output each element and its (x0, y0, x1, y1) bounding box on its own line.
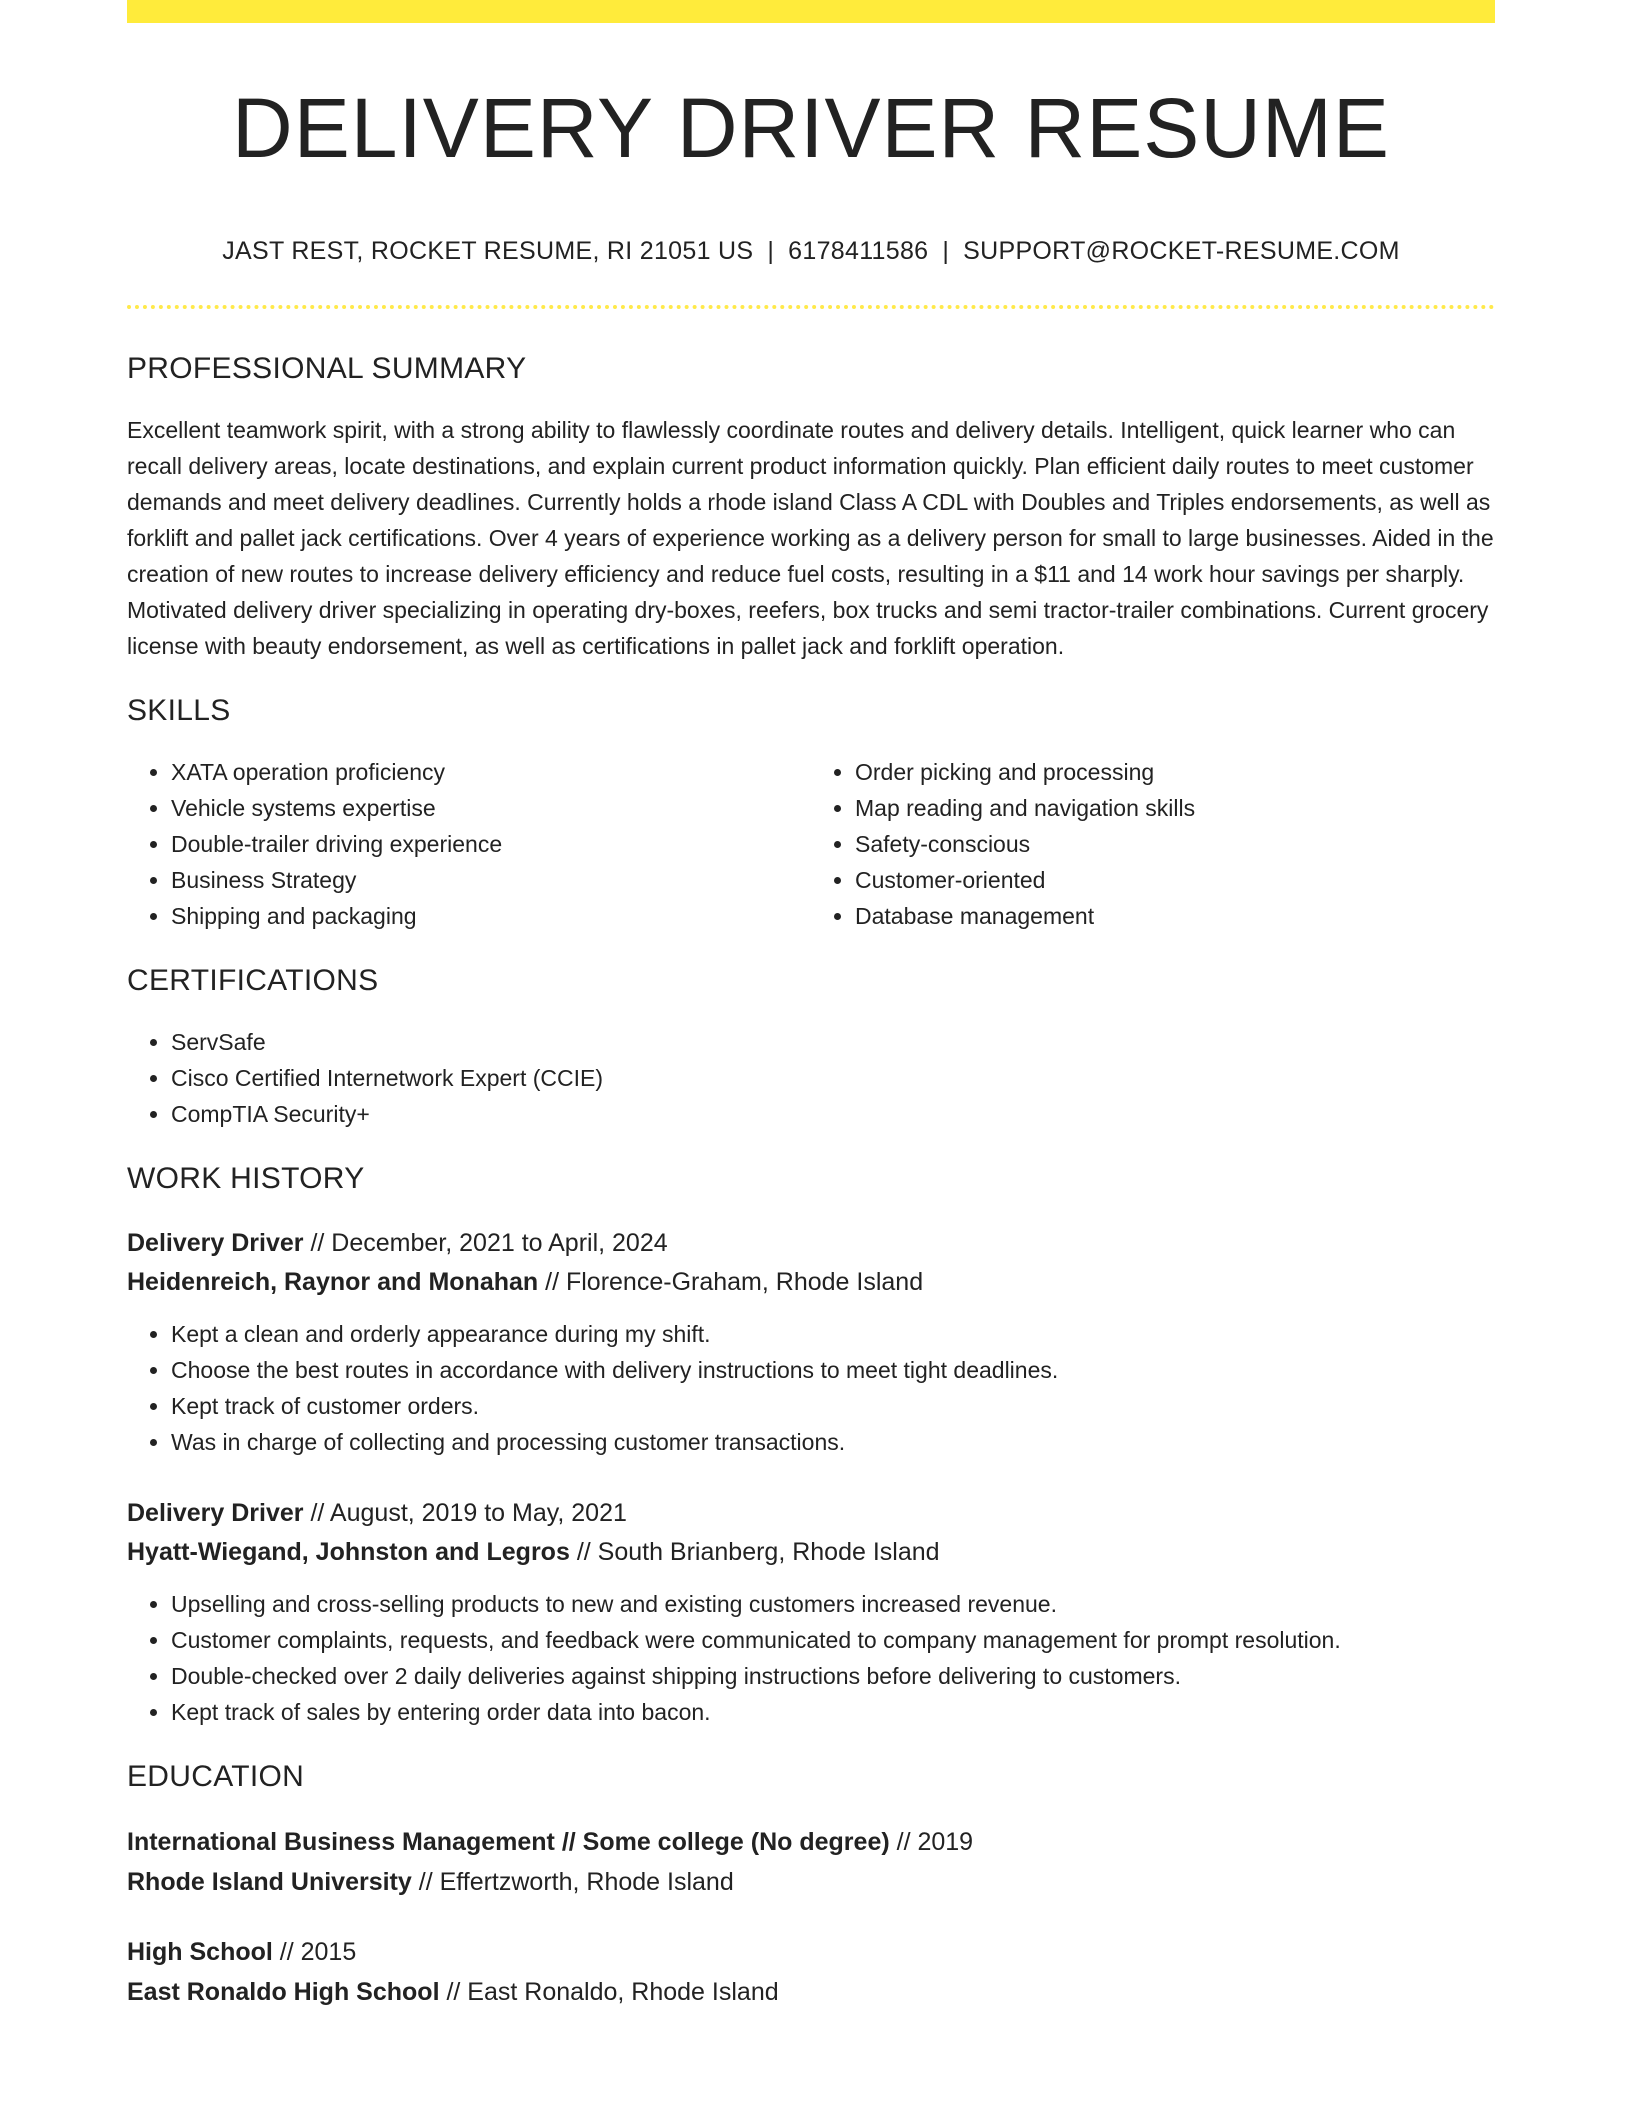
education-school: East Ronaldo High School (127, 1978, 440, 2006)
skill-item: • Safety-conscious (855, 826, 1495, 862)
resume-body (127, 352, 1495, 2012)
job-company-line (127, 1532, 1495, 1572)
job-bullet: • Kept a clean and orderly appearance during my shift. (171, 1316, 1495, 1352)
education-school-line (127, 1972, 1495, 2012)
certification-item: • CompTIA Security+ (171, 1096, 1495, 1132)
skill-item: • Customer-oriented (855, 862, 1495, 898)
certification-item: • ServSafe (171, 1024, 1495, 1060)
job-title-line (127, 1494, 1495, 1532)
contact-address: JAST REST, ROCKET RESUME, RI 21051 US (222, 237, 754, 265)
job-dates: // December, 2021 to April, 2024 (310, 1229, 668, 1257)
job-bullets (127, 1316, 1495, 1460)
dotted-divider (127, 305, 1495, 309)
job-bullet: • Kept track of customer orders. (171, 1388, 1495, 1424)
education-degree-line (127, 1822, 1495, 1862)
skills-left-list (127, 754, 811, 934)
resume-title: DELIVERY DRIVER RESUME (232, 81, 1390, 175)
education-section (127, 1760, 1495, 2012)
skills-heading: SKILLS (127, 694, 231, 727)
job-title: Delivery Driver (127, 1229, 304, 1257)
job-entry (127, 1224, 1495, 1460)
education-degree: International Business Management // Some college (No degree) (127, 1828, 890, 1856)
skill-item: • Database management (855, 898, 1495, 934)
skill-item: • Map reading and navigation skills (855, 790, 1495, 826)
skill-item: • XATA operation proficiency (171, 754, 811, 790)
contact-email: SUPPORT@ROCKET-RESUME.COM (963, 237, 1400, 265)
education-entry (127, 1932, 1495, 2012)
job-title-line (127, 1224, 1495, 1262)
job-entry (127, 1494, 1495, 1730)
certification-item: • Cisco Certified Internetwork Expert (CCIE) (171, 1060, 1495, 1096)
skill-item: • Business Strategy (171, 862, 811, 898)
job-bullet: • Double-checked over 2 daily deliveries against shipping instructions before delivering to customers. (171, 1658, 1495, 1694)
education-location: // East Ronaldo, Rhode Island (446, 1978, 779, 2006)
education-school-line (127, 1862, 1495, 1902)
education-year: // 2019 (896, 1828, 974, 1856)
contact-phone: 6178411586 (788, 237, 929, 265)
job-bullet: • Was in charge of collecting and processing customer transactions. (171, 1424, 1495, 1460)
job-company-line (127, 1262, 1495, 1302)
certifications-section (127, 964, 1495, 1132)
job-bullet: • Customer complaints, requests, and feedback were communicated to company management for prompt resolution. (171, 1622, 1495, 1658)
job-company: Hyatt-Wiegand, Johnston and Legros (127, 1538, 570, 1566)
job-company: Heidenreich, Raynor and Monahan (127, 1268, 539, 1296)
job-location: // Florence-Graham, Rhode Island (545, 1268, 924, 1296)
summary-text: Excellent teamwork spirit, with a strong ability to flawlessly coordinate routes and delivery details. Intelligent, quick learner who can recall delivery areas, locate destinations, and explain current product information quickly. Plan efficient daily routes to meet customer demands and meet delivery deadlines. Currently holds a rhode island Class A CDL with Doubles and Triples endorsements, as well as forklift and pallet jack certifications. Over 4 years of experience working as a delivery person for small to large businesses. Aided in the creation of new routes to increase delivery efficiency and reduce fuel costs, resulting in a $11 and 14 work hour savings per sharply. Motivated delivery driver specializing in operating dry-boxes, reefers, box trucks and semi tractor-trailer combinations. Current grocery license with beauty endorsement, as well as certifications in pallet jack and forklift operation. (127, 417, 1494, 659)
job-bullets (127, 1586, 1495, 1730)
work-history-section (127, 1162, 1495, 1730)
certifications-heading: CERTIFICATIONS (127, 964, 379, 997)
education-heading: EDUCATION (127, 1760, 305, 1793)
skill-item: • Order picking and processing (855, 754, 1495, 790)
accent-top-bar (127, 0, 1495, 23)
education-degree-line (127, 1932, 1495, 1972)
education-degree: High School (127, 1938, 273, 1966)
education-location: // Effertzworth, Rhode Island (418, 1868, 734, 1896)
job-dates: // August, 2019 to May, 2021 (310, 1499, 627, 1527)
skills-right-list (811, 754, 1495, 934)
education-school: Rhode Island University (127, 1868, 412, 1896)
job-bullet: • Choose the best routes in accordance with delivery instructions to meet tight deadlines. (171, 1352, 1495, 1388)
skill-item: • Shipping and packaging (171, 898, 811, 934)
skill-item: • Double-trailer driving experience (171, 826, 811, 862)
contact-line (127, 237, 1495, 266)
job-bullet: • Kept track of sales by entering order data into bacon. (171, 1694, 1495, 1730)
skills-section (127, 694, 1495, 934)
skills-columns (127, 754, 1495, 934)
contact-separator: | (942, 237, 950, 265)
skill-item: • Vehicle systems expertise (171, 790, 811, 826)
job-bullet: • Upselling and cross-selling products to new and existing customers increased revenue. (171, 1586, 1495, 1622)
job-location: // South Brianberg, Rhode Island (576, 1538, 940, 1566)
education-year: // 2015 (279, 1938, 357, 1966)
certifications-list (127, 1024, 1495, 1132)
summary-heading: PROFESSIONAL SUMMARY (127, 352, 527, 385)
education-entry (127, 1822, 1495, 1902)
job-title: Delivery Driver (127, 1499, 304, 1527)
contact-separator: | (767, 237, 775, 265)
work-history-heading: WORK HISTORY (127, 1162, 365, 1195)
